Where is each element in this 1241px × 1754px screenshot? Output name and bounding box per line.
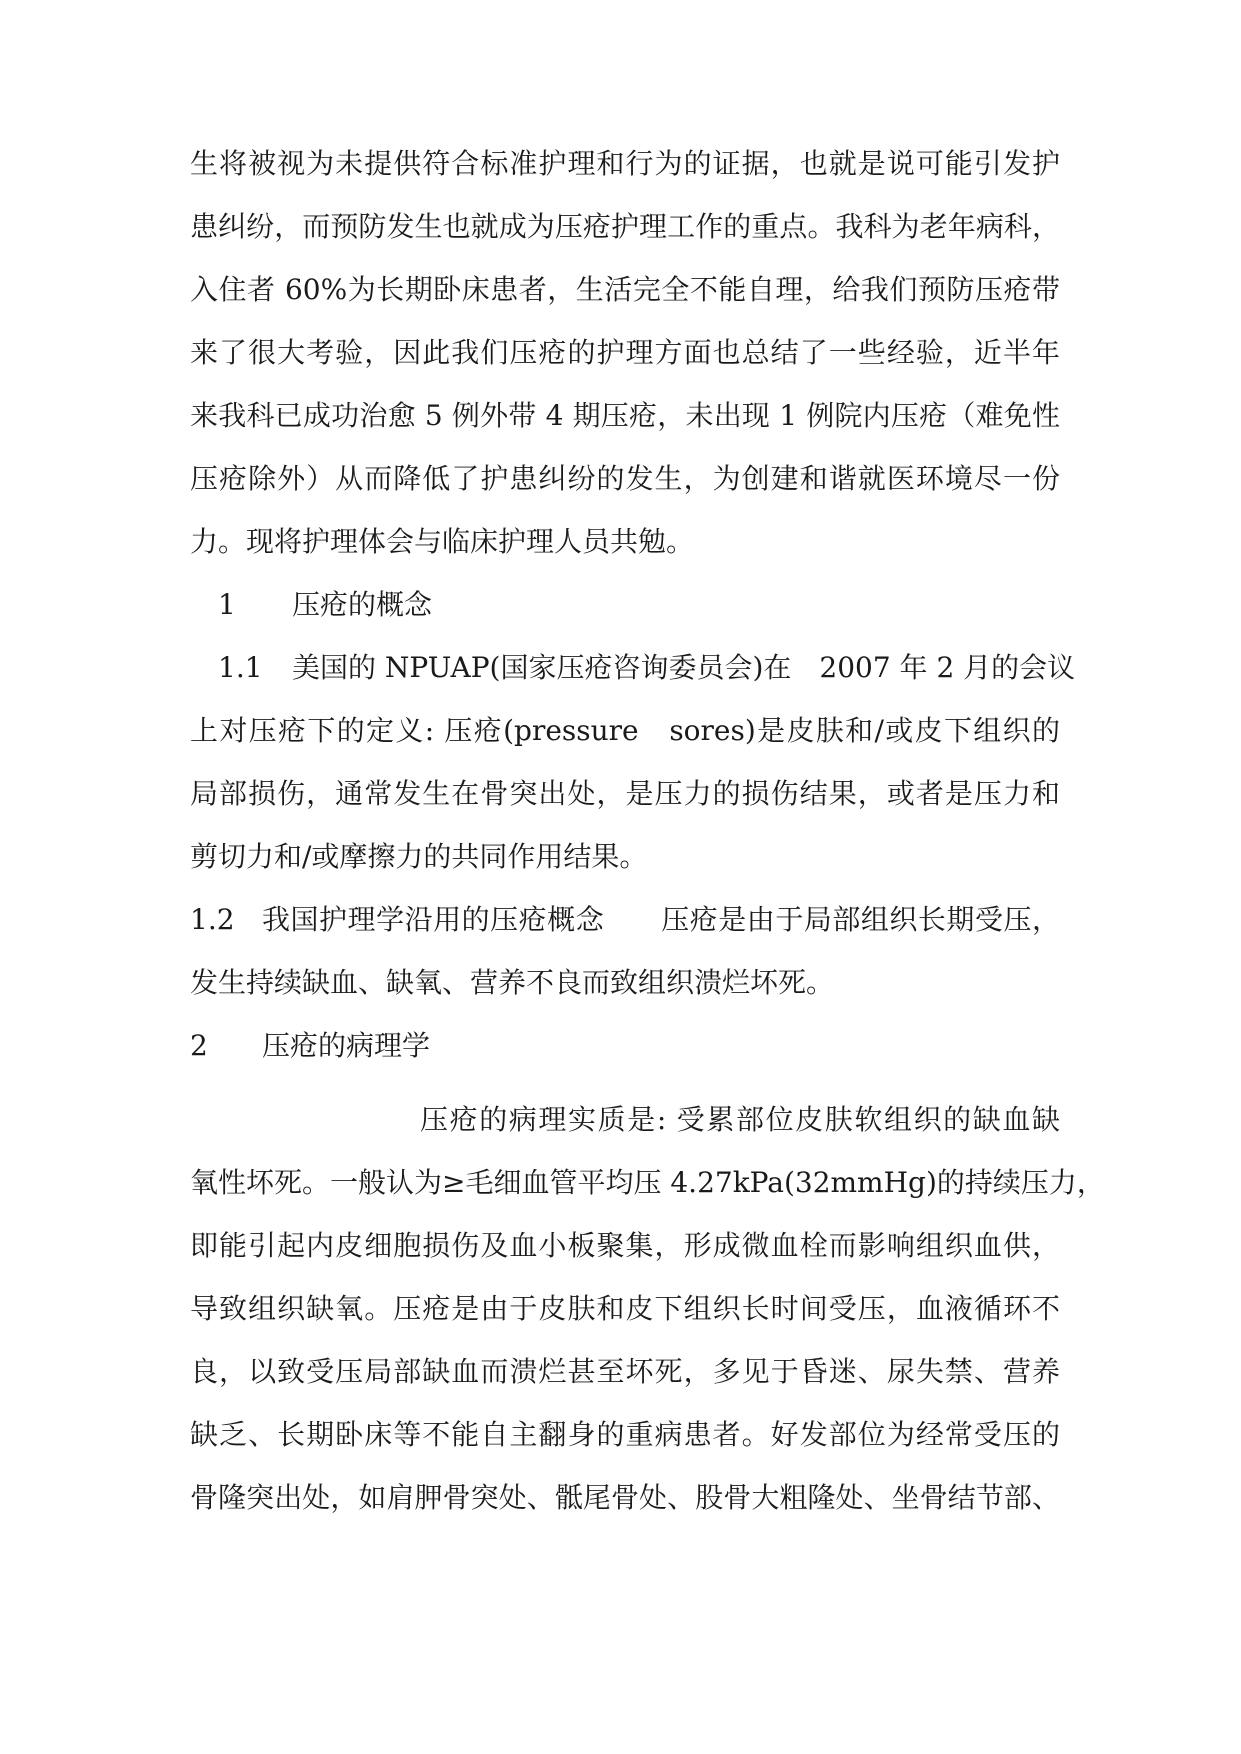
paragraph-line: 来我科已成功治愈 5 例外带 4 期压疮，未出现 1 例院内压疮（难免性 [190,399,1060,432]
section-heading: 压疮的病理学 [262,1029,431,1062]
subsection-line: 上对压疮下的定义: 压疮(pressure sores)是皮肤和/或皮下组织的 [190,714,1060,747]
subsection-line: 发生持续缺血、缺氧、营养不良而致组织溃烂坏死。 [190,966,835,999]
paragraph-line: 压疮除外）从而降低了护患纠纷的发生，为创建和谐就医环境尽一份 [190,462,1060,495]
subsection-line: 我国护理学沿用的压疮概念 压疮是由于局部组织长期受压， [262,903,1060,936]
paragraph-line: 即能引起内皮细胞损伤及血小板聚集，形成微血栓而影响组织血供， [190,1229,1060,1262]
paragraph-line: 导致组织缺氧。压疮是由于皮肤和皮下组织长时间受压，血液循环不 [190,1292,1060,1325]
subsection-line: 美国的 NPUAP(国家压疮咨询委员会)在 2007 年 2 月的会议 [292,651,1076,684]
paragraph-line: 入住者 60%为长期卧床患者，生活完全不能自理，给我们预防压疮带 [190,273,1060,306]
paragraph-line: 良，以致受压局部缺血而溃烂甚至坏死，多见于昏迷、尿失禁、营养 [190,1355,1060,1388]
paragraph-line: 氧性坏死。一般认为≥毛细血管平均压 4.27kPa(32mmHg)的持续压力， [190,1166,1105,1199]
subsection-number: 1.1 [218,651,263,684]
paragraph-line: 生将被视为未提供符合标准护理和行为的证据，也就是说可能引发护 [190,147,1060,180]
paragraph-line: 患纠纷，而预防发生也就成为压疮护理工作的重点。我科为老年病科， [190,210,1060,243]
subsection-line: 剪切力和/或摩擦力的共同作用结果。 [190,840,648,873]
section-number: 1 [218,588,236,621]
section-number: 2 [190,1029,208,1062]
paragraph-line: 缺乏、长期卧床等不能自主翻身的重病患者。好发部位为经常受压的 [190,1418,1060,1451]
paragraph-line: 来了很大考验，因此我们压疮的护理方面也总结了一些经验，近半年 [190,336,1060,369]
subsection-line: 局部损伤，通常发生在骨突出处，是压力的损伤结果，或者是压力和 [190,777,1060,810]
paragraph-line: 力。现将护理体会与临床护理人员共勉。 [190,525,695,558]
paragraph-line: 压疮的病理实质是: 受累部位皮肤软组织的缺血缺 [420,1103,1060,1136]
subsection-number: 1.2 [190,903,235,936]
paragraph-line: 骨隆突出处，如肩胛骨突处、骶尾骨处、股骨大粗隆处、坐骨结节部、 [190,1481,1060,1514]
section-heading: 压疮的概念 [292,588,433,621]
